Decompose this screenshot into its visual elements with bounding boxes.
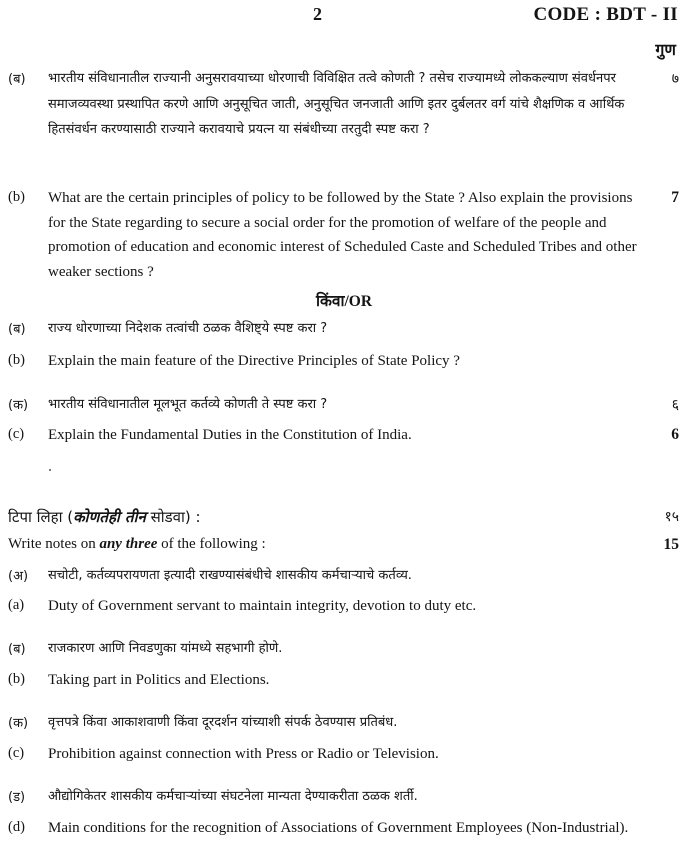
question-text: राज्य धोरणाच्या निदेशक तत्वांची ठळक वैशिष्ट्ये स्पष्ट करा ? [48, 321, 328, 336]
question-text: What are the certain principles of policy to be followed by the State ? Also explain the provisions for the State regarding to secure a social order for the promotion of welfare of the people and promotion of education and economic interest of Scheduled Caste and Scheduled Tribes and other weaker sections ? [48, 190, 637, 280]
note-text: राजकारण आणि निवडणुका यांमध्ये सहभागी होणे. [48, 641, 283, 656]
question-text: भारतीय संविधानातील राज्यानी अनुसरावयाच्या धोरणाची विविक्षित तत्वे कोणती ? तसेच राज्यामध्ये लोककल्याण संवर्धनपर समाजव्यवस्था प्रस्थापित करणे आणि अनुसूचित जाती, अनुसूचित जनजाती आणि इतर दुर्बलतर वर्ग यांचे शैक्षणिक व आर्थिक हितसंवर्धन करण्यासाठी राज्याने करावयाचे प्रयत्न या संबंधीच्या तरतुदी स्पष्ट करा ? [48, 71, 625, 137]
note-text: सचोटी, कर्तव्यपरायणता इत्यादी राखण्यासंबंधीचे शासकीय कर्मचाऱ्याचे कर्तव्य. [48, 568, 412, 583]
note-label: (ब) [8, 642, 26, 657]
note-text: Taking part in Politics and Elections. [48, 672, 270, 688]
note-text: Duty of Government servant to maintain integrity, devotion to duty etc. [48, 598, 477, 614]
notes-marks: १५ [664, 509, 679, 525]
question-text: भारतीय संविधानातील मूलभूत कर्तव्ये कोणती ते स्पष्ट करा ? [48, 397, 328, 412]
note-label: (a) [8, 597, 25, 613]
note-text: Main conditions for the recognition of Associations of Government Employees (Non-Industrial). [48, 820, 629, 836]
note-text: वृत्तपत्रे किंवा आकाशवाणी किंवा दूरदर्शन यांच्याशी संपर्क ठेवण्यास प्रतिबंध. [48, 715, 398, 730]
question-label: (ब) [8, 72, 26, 87]
question-label: (क) [8, 398, 29, 413]
heading-emphasis: any three [99, 536, 158, 552]
question-text: Explain the Fundamental Duties in the Constitution of India. [48, 427, 412, 443]
heading-emphasis: कोणतेही तीन [73, 508, 146, 526]
marks-heading: गुण [655, 40, 676, 59]
question-label: (c) [8, 426, 25, 442]
note-label: (c) [8, 745, 25, 761]
heading-suffix: सोडवा) : [145, 508, 201, 526]
question-marks: 6 [671, 426, 679, 443]
paper-code: CODE : BDT - II [533, 4, 678, 25]
notes-marks: 15 [663, 536, 679, 553]
note-label: (क) [8, 716, 29, 731]
note-label: (अ) [8, 569, 29, 584]
question-marks: ७ [671, 71, 679, 87]
heading-suffix: of the following : [157, 536, 266, 552]
note-text: औद्योगिकेतर शासकीय कर्मचाऱ्यांच्या संघटनेला मान्यता देण्याकरीता ठळक शर्ती. [48, 789, 418, 804]
note-label: (d) [8, 819, 25, 835]
question-marks: ६ [671, 397, 679, 413]
page-number: 2 [313, 4, 322, 24]
question-marks: 7 [671, 189, 679, 206]
note-label: (ड) [8, 790, 26, 805]
question-label: (b) [8, 352, 25, 368]
stray-mark [49, 469, 51, 471]
heading-prefix: Write notes on [8, 536, 100, 552]
note-label: (b) [8, 671, 25, 687]
question-text: Explain the main feature of the Directive Principles of State Policy ? [48, 353, 460, 369]
or-divider: किंवा/OR [315, 293, 373, 310]
question-label: (ब) [8, 322, 26, 337]
note-text: Prohibition against connection with Press or Radio or Television. [48, 746, 439, 762]
heading-prefix: टिपा लिहा ( [8, 508, 74, 526]
question-label: (b) [8, 189, 25, 205]
